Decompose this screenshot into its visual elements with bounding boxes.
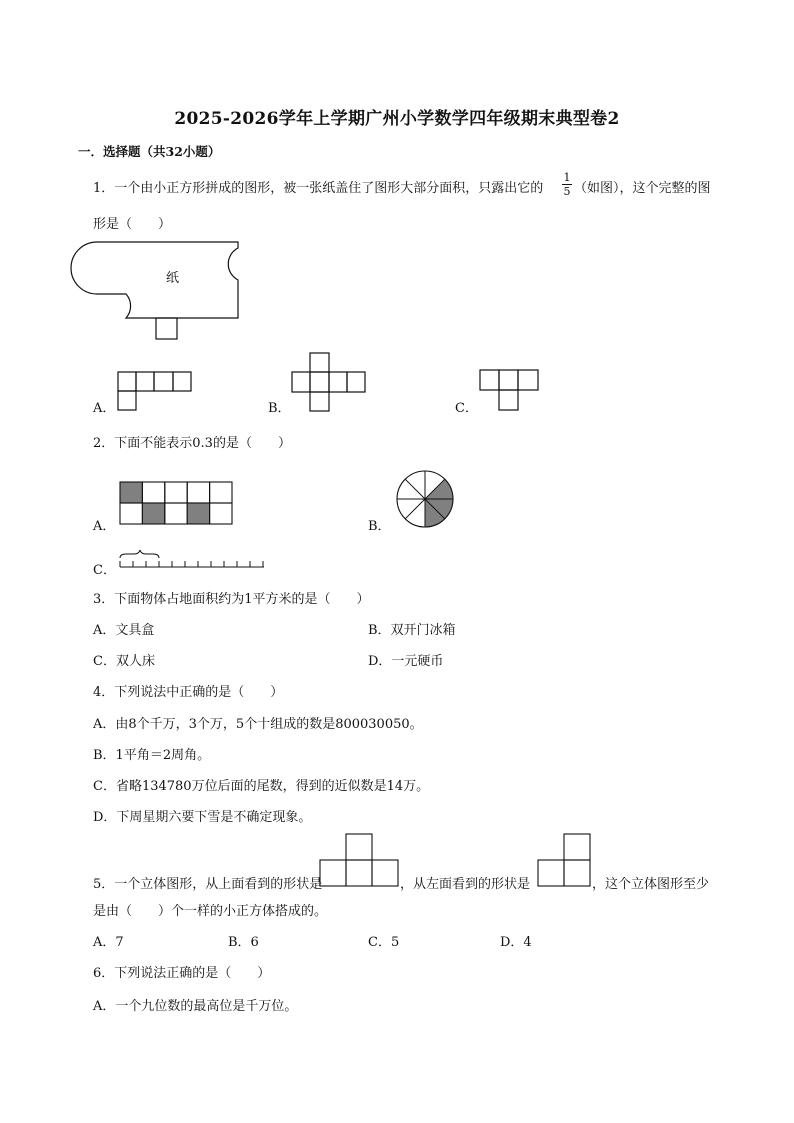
paper-label: 纸 bbox=[166, 271, 180, 286]
q2-option-a-label: A． bbox=[93, 519, 116, 534]
q5-option-c: C．5 bbox=[368, 935, 400, 950]
q1-paper-figure bbox=[88, 236, 248, 346]
q1-text-a: 1．一个由小正方形拼成的图形，被一张纸盖住了图形大部分面积，只露出它的 bbox=[93, 181, 544, 196]
page-title: 2025-2026学年上学期广州小学数学四年级期末典型卷2 bbox=[174, 109, 620, 129]
q2-option-a-grid bbox=[120, 482, 234, 528]
q5-option-b: B．6 bbox=[228, 935, 259, 950]
q1-fraction-denominator: 5 bbox=[563, 185, 571, 198]
q1-fraction-numerator: 1 bbox=[563, 171, 571, 184]
q1-option-b-figure bbox=[292, 353, 372, 415]
q2-option-b-circle bbox=[395, 469, 457, 531]
q4-option-b: B．1平角＝2周角。 bbox=[93, 748, 211, 763]
q4-option-a: A．由8个千万，3个万，5个十组成的数是800030050。 bbox=[93, 717, 423, 732]
q3-option-a: A．文具盒 bbox=[93, 623, 155, 638]
q4-text: 4．下列说法中正确的是（ ） bbox=[93, 685, 284, 700]
q6-text: 6．下列说法正确的是（ ） bbox=[93, 966, 271, 981]
q4-option-d: D．下周星期六要下雪是不确定现象。 bbox=[93, 810, 312, 825]
q3-text: 3．下面物体占地面积约为1平方米的是（ ） bbox=[93, 592, 370, 607]
q5-text-a: 5．一个立体图形，从上面看到的形状是 bbox=[93, 877, 323, 892]
q3-option-b: B．双开门冰箱 bbox=[368, 623, 456, 638]
q1-option-c-figure bbox=[480, 370, 544, 414]
q2-text: 2．下面不能表示0.3的是（ ） bbox=[93, 436, 291, 451]
q1-option-b-label: B． bbox=[268, 401, 291, 416]
q1-text-c: 形是（ ） bbox=[93, 217, 172, 232]
q5-text-b: ，从左面看到的形状是 bbox=[400, 877, 531, 892]
q4-option-c: C．省略134780万位后面的尾数，得到的近似数是14万。 bbox=[93, 779, 430, 794]
q1-fraction bbox=[562, 172, 572, 197]
q3-option-d: D．一元硬币 bbox=[368, 654, 444, 669]
q1-text-b: （如图），这个完整的图 bbox=[574, 181, 711, 196]
q5-option-d: D．4 bbox=[500, 935, 532, 950]
q1-option-c-label: C． bbox=[455, 401, 478, 416]
q2-option-c-label: C． bbox=[93, 563, 116, 578]
q1-option-a-label: A． bbox=[93, 401, 116, 416]
q3-option-c: C．双人床 bbox=[93, 654, 155, 669]
section-heading: 一．选择题（共32小题） bbox=[78, 144, 221, 159]
q2-option-c-ruler bbox=[118, 550, 268, 570]
q5-left-view-figure bbox=[538, 834, 594, 888]
q1-option-a-figure bbox=[118, 372, 198, 416]
q2-option-b-label: B． bbox=[368, 519, 391, 534]
q5-text-c: ，这个立体图形至少 bbox=[592, 877, 710, 892]
q5-text-d: 是由（ ）个一样的小正方体搭成的。 bbox=[93, 904, 328, 919]
q5-top-view-figure bbox=[320, 834, 400, 888]
q6-option-a: A．一个九位数的最高位是千万位。 bbox=[93, 999, 298, 1014]
q5-option-a: A．7 bbox=[93, 935, 124, 950]
